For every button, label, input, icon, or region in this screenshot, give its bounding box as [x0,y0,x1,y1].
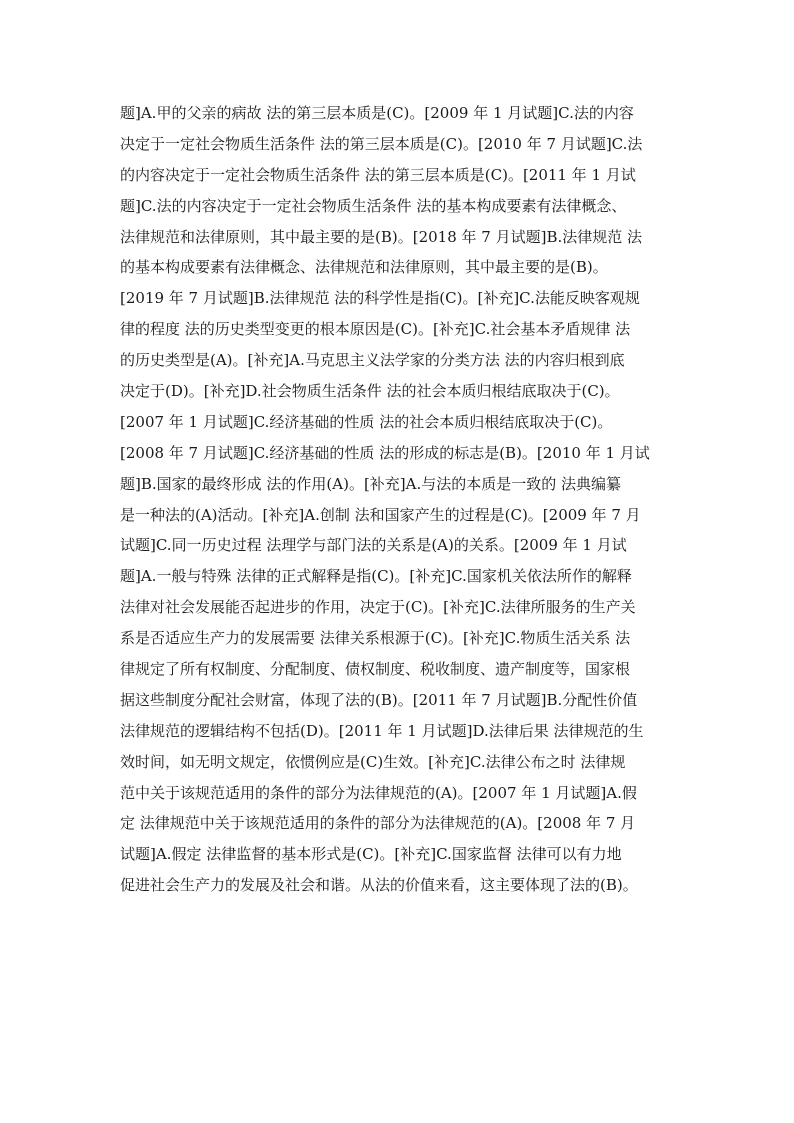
text-line-15: 试题]C.同一历史过程 法理学与部门法的关系是(A)的关系。[2009 年 1 月试 [120,536,627,555]
text-line-24: 定 法律规范中关于该规范适用的条件的部分为法律规范的(A)。[2008 年 7 月 [120,814,636,833]
text-line-12: [2008 年 7 月试题]C.经济基础的性质 法的形成的标志是(B)。[2010 年 1 月试 [120,443,650,462]
text-line-4: 题]C.法的内容决定于一定社会物质生活条件 法的基本构成要素有法律概念、 [120,196,627,215]
text-line-26: 促进社会生产力的发展及社会和谐。从法的价值来看，这主要体现了法的(B)。 [120,876,638,895]
text-line-18: 系是否适应生产力的发展需要 法律关系根源于(C)。[补充]C.物质生活关系 法 [120,629,631,648]
text-line-11: [2007 年 1 月试题]C.经济基础的性质 法的社会本质归根结底取决于(C)。 [120,412,613,431]
text-line-2: 决定于一定社会物质生活条件 法的第三层本质是(C)。[2010 年 7 月试题]C.法 [120,134,643,153]
text-line-6: 的基本构成要素有法律概念、法律规范和法律原则，其中最主要的是(B)。 [120,258,608,277]
text-line-16: 题]A.一般与特殊 法律的正式解释是指(C)。[补充]C.国家机关依法所作的解释 [120,567,632,586]
text-line-17: 法律对社会发展能否起进步的作用，决定于(C)。[补充]C.法律所服务的生产关 [120,598,636,617]
text-line-5: 法律规范和法律原则，其中最主要的是(B)。[2018 年 7 月试题]B.法律规范 法 [120,227,643,246]
text-line-3: 的内容决定于一定社会物质生活条件 法的第三层本质是(C)。[2011 年 1 月试 [120,165,636,184]
text-line-19: 律规定了所有权制度、分配制度、债权制度、税收制度、遗产制度等，国家根 [120,660,631,679]
text-line-23: 范中关于该规范适用的条件的部分为法律规范的(A)。[2007 年 1 月试题]A.假 [120,783,637,802]
text-line-1: 题]A.甲的父亲的病故 法的第三层本质是(C)。[2009 年 1 月试题]C.法的内容 [120,104,634,122]
text-line-10: 决定于(D)。[补充]D.社会物质生活条件 法的社会本质归根结底取决于(C)。 [120,382,620,401]
text-line-25: 试题]A.假定 法律监督的基本形式是(C)。[补充]C.国家监督 法律可以有力地 [120,845,622,864]
text-line-20: 据这些制度分配社会财富，体现了法的(B)。[2011 年 7 月试题]B.分配性价值 [120,690,638,709]
text-line-9: 的历史类型是(A)。[补充]A.马克思主义法学家的分类方法 法的内容归根到底 [120,351,625,370]
text-line-14: 是一种法的(A)活动。[补充]A.创制 法和国家产生的过程是(C)。[2009 年 7 月 [120,505,641,524]
text-line-8: 律的程度 法的历史类型变更的根本原因是(C)。[补充]C.社会基本矛盾规律 法 [120,320,631,339]
text-line-22: 效时间，如无明文规定，依惯例应是(C)生效。[补充]C.法律公布之时 法律规 [120,752,626,771]
text-line-21: 法律规范的逻辑结构不包括(D)。[2011 年 1 月试题]D.法律后果 法律规范的生 [120,721,644,740]
text-line-13: 题]B.国家的最终形成 法的作用(A)。[补充]A.与法的本质是一致的 法典编纂 [120,474,622,493]
text-line-7: [2019 年 7 月试题]B.法律规范 法的科学性是指(C)。[补充]C.法能反映客观规 [120,289,640,308]
body-text [120,98,680,901]
